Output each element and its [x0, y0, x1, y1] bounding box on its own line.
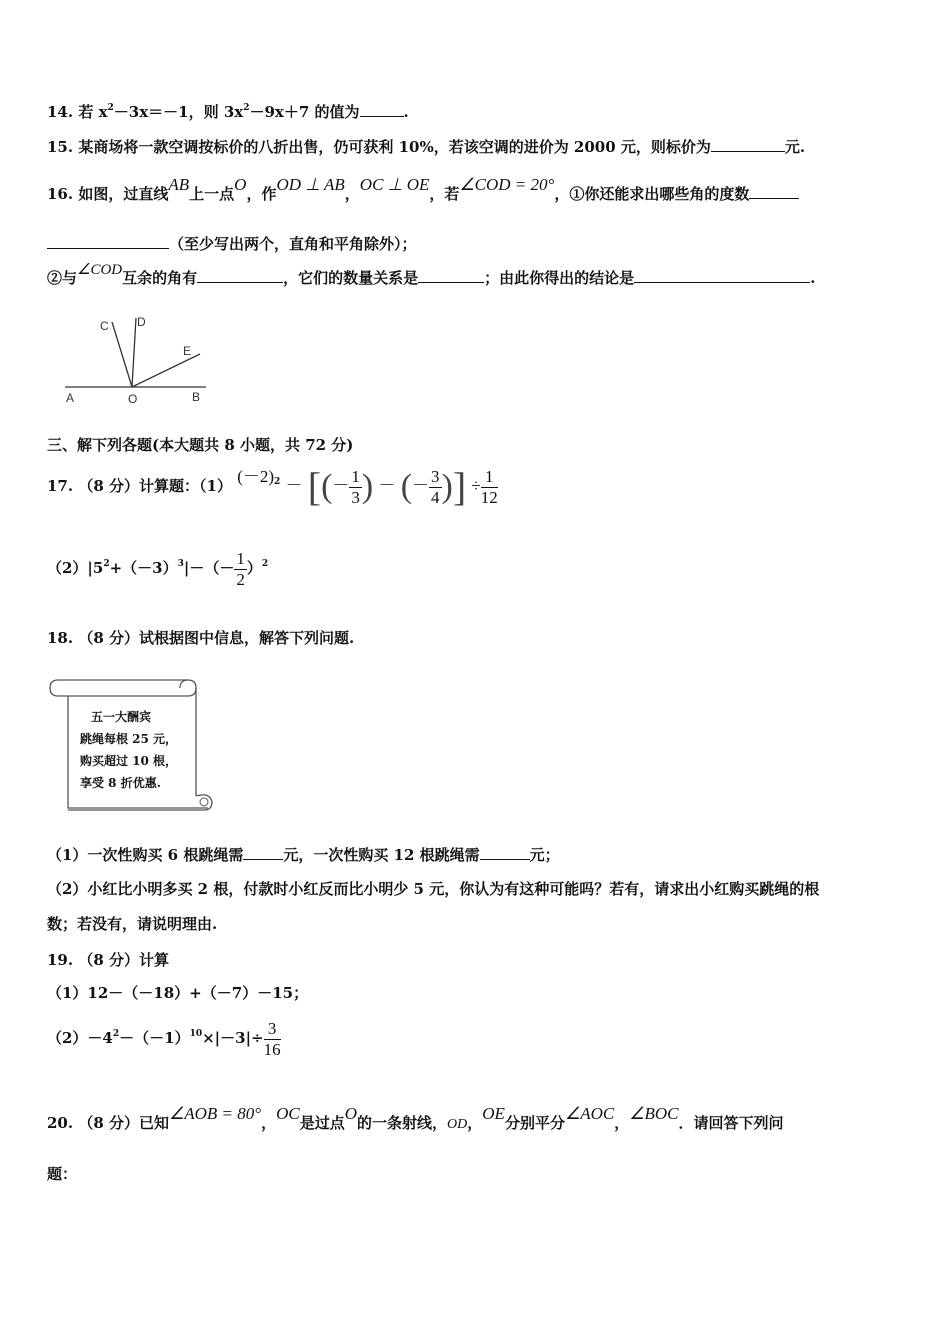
promotion-scroll: 五一大酬宾 跳绳每根 25 元， 购买超过 10 根， 享受 8 折优惠. [48, 676, 228, 816]
ray-od [132, 318, 136, 387]
label-b: B [192, 390, 201, 404]
label-o: O [128, 392, 138, 406]
fraction: $\frac{1}{3}$ [351, 466, 360, 507]
answer-blank[interactable] [749, 184, 799, 199]
left-paren: ( [400, 468, 413, 505]
label-a: A [66, 391, 75, 405]
question-17: 17. （8 分）计算题：（1） $(-2)^2$ － [(－ $\frac{1}{3}$ ) － (－ $\frac{3}{4}$ )] ÷ $\frac{1}{12}$ [47, 464, 498, 509]
right-bracket: ] [452, 464, 467, 509]
fraction: $\frac{1}{2}$ [236, 548, 245, 589]
answer-blank[interactable] [711, 137, 785, 152]
left-paren: ( [321, 468, 333, 505]
section-heading: 三、解下列各题(本大题共 8 小题，共 72 分) [47, 436, 354, 454]
question-16-line-3: ②与∠COD互余的角有 ，它们的数量关系是 ；由此你得出的结论是 . [47, 262, 816, 287]
question-19-part-1: （1）12－（－18）+（－7）－15； [47, 984, 309, 1002]
fraction: $\frac{1}{12}$ [480, 466, 498, 507]
question-19: 19. （8 分）计算 [47, 951, 170, 969]
answer-blank[interactable] [197, 268, 283, 283]
question-16-line-2: （至少写出两个，直角和平角除外）； [47, 234, 417, 254]
question-20: 20. （8 分）已知∠AOB = 80°，OC是过点O的一条射线，OD，OE分别平分∠AOC，∠BOC．请回答下列问 [47, 1104, 784, 1132]
answer-blank[interactable] [47, 234, 169, 249]
answer-blank[interactable] [418, 268, 484, 283]
ray-oc [112, 322, 132, 387]
fraction: $\frac{3}{16}$ [263, 1018, 281, 1059]
question-20-line-2: 题： [47, 1165, 78, 1183]
label-c: C [100, 319, 109, 333]
ray-oe [132, 354, 200, 387]
question-19-part-2: $(2)-4^2-(-1)^{10}\times|-3|\div$ $\frac{3}{16}$ [47, 1018, 281, 1059]
question-18-part-2-cont: 数；若没有，请说明理由. [47, 915, 218, 933]
left-bracket: [ [307, 464, 322, 509]
label-d: D [137, 315, 146, 329]
answer-blank[interactable] [634, 268, 810, 283]
label-e: E [183, 344, 192, 358]
question-18-part-2: （2）小红比小明多买 2 根，付款时小红反而比小明少 5 元，你认为有这种可能吗？若有，请求出小红购买跳绳的根 [47, 880, 820, 898]
question-15: 15. 某商场将一款空调按标价的八折出售，仍可获利 10%，若该空调的进价为 2000 元，则标价为 元. [47, 138, 806, 156]
question-18: 18. （8 分）试根据图中信息，解答下列问题. [47, 629, 355, 647]
answer-blank[interactable] [360, 102, 404, 117]
fraction: $\frac{3}{4}$ [431, 466, 440, 507]
right-paren: ) [441, 468, 453, 505]
right-paren: ) [361, 468, 374, 505]
answer-blank[interactable] [480, 845, 530, 860]
question-17-part-2: $(2)|5^2+(-3)^3|-(-$ $\frac{1}{2}$ ）$^2$ [47, 548, 269, 589]
answer-blank[interactable] [243, 845, 283, 860]
question-14: 14. 若 $x^2-3x=-1$，则 $3x^2-9x+7$ 的值为 . [47, 103, 409, 121]
question-18-part-1: （1）一次性购买 6 根跳绳需 元，一次性购买 12 根跳绳需 元； [47, 846, 560, 864]
geometry-figure [60, 312, 220, 407]
question-16: 16. 如图，过直线AB上一点O，作OD ⊥ AB，OC ⊥ OE，若∠COD = 20°，①你还能求出哪些角的度数 [47, 184, 799, 204]
